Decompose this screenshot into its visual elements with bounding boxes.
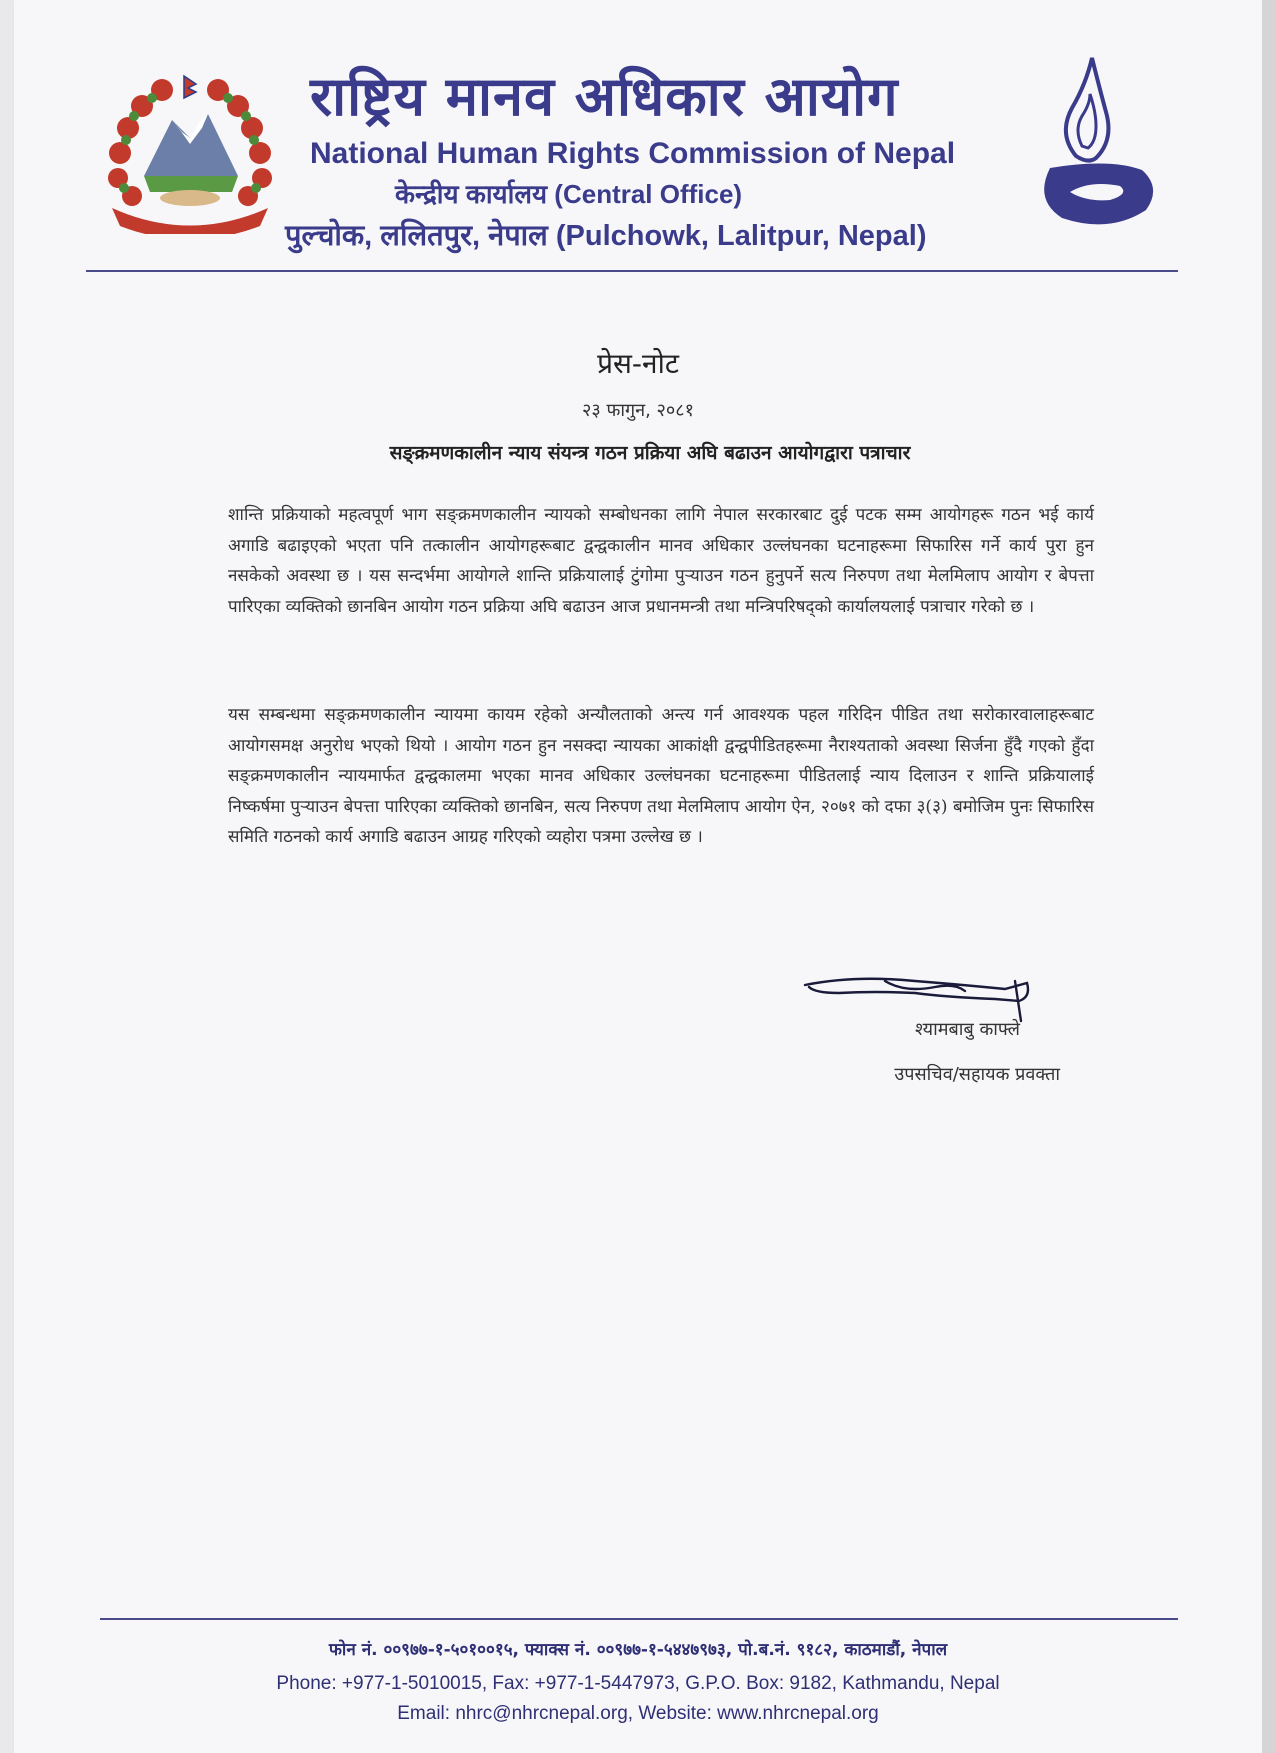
document-subject: सङ्क्रमणकालीन न्याय संयन्त्र गठन प्रक्रिया अघि बढाउन आयोगद्वारा पत्राचार — [389, 442, 911, 464]
document-page — [14, 0, 1262, 1753]
body-paragraph-1: शान्ति प्रक्रियाको महत्वपूर्ण भाग सङ्क्रमणकालीन न्यायको सम्बोधनका लागि नेपाल सरकारबाट दुई पटक सम्म आयोगहरू गठन भई कार्य अगाडि बढाइएको भएता पनि तत्कालीन आयोगहरूबाट द्वन्द्वकालीन मानव अधिकार उल्लंघनका घटनाहरूमा सिफारिस गर्ने कार्य पुरा हुन नसकेको अवस्था छ । यस सन्दर्भमा आयोगले शान्ति प्रक्रियालाई टुंगोमा पुऱ्याउन गठन हुनुपर्ने सत्य निरुपण तथा मेलमिलाप आयोग र बेपत्ता पारिएका व्यक्तिको छानबिन आयोग गठन प्रक्रिया अघि बढाउन आज प्रधानमन्त्री तथा मन्त्रिपरिषद्को कार्यालयलाई पत्राचार गरेको छ । — [228, 505, 1094, 617]
footer-divider — [100, 1618, 1178, 1620]
page-edge — [1262, 0, 1276, 1753]
office-address: पुल्चोक, ललितपुर, नेपाल (Pulchowk, Lalitpur, Nepal) — [285, 220, 927, 252]
document-title: प्रेस-नोट — [597, 347, 679, 380]
letterhead-divider — [86, 270, 1178, 272]
org-name-english: National Human Rights Commission of Nepal — [310, 137, 956, 170]
document-date: २३ फागुन, २०८१ — [582, 400, 694, 421]
nepal-emblem-icon — [92, 58, 288, 234]
footer-email-website: Email: nhrc@nhrcnepal.org, Website: www.nhrcnepal.org — [397, 1703, 879, 1724]
footer-contact-english: Phone: +977-1-5010015, Fax: +977-1-5447973, G.P.O. Box: 9182, Kathmandu, Nepal — [276, 1673, 1000, 1694]
body-paragraph-2: यस सम्बन्धमा सङ्क्रमणकालीन न्यायमा कायम रहेको अन्यौलताको अन्त्य गर्न आवश्यक पहल गरिदिन पीडित तथा सरोकारवालाहरूबाट आयोगसमक्ष अनुरोध भएको थियो । आयोग गठन हुन नसक्दा न्यायका आकांक्षी द्वन्द्वपीडितहरूमा नैराश्यताको अवस्था सिर्जना हुँदै गएको हुँदा सङ्क्रमणकालीन न्यायमार्फत द्वन्द्वकालमा भएका मानव अधिकार उल्लंघनका घटनाहरूमा पीडितलाई न्याय दिलाउन र शान्ति प्रक्रियालाई निष्कर्षमा पुऱ्याउन बेपत्ता पारिएका व्यक्तिको छानबिन, सत्य निरुपण तथा मेलमिलाप आयोग ऐन, २०७१ को दफा ३(३) बमोजिम पुनः सिफारिस समिति गठनको कार्य अगाडि बढाउन आग्रह गरिएको व्यहोरा पत्रमा उल्लेख छ । — [228, 705, 1094, 847]
office-name: केन्द्रीय कार्यालय (Central Office) — [395, 179, 743, 209]
footer-contact-nepali: फोन नं. ००९७७-१-५०१००१५, फ्याक्स नं. ००९७७-१-५४४७९७३, पो.ब.नं. ९१८२, काठमाडौं, नेपाल — [328, 1640, 948, 1660]
signatory-designation: उपसचिव/सहायक प्रवक्ता — [894, 1064, 1060, 1085]
nhrc-logo-icon — [1030, 50, 1158, 228]
signatory-name: श्यामबाबु काफ्ले — [914, 1019, 1020, 1040]
org-name-nepali: राष्ट्रिय मानव अधिकार आयोग — [310, 65, 899, 128]
